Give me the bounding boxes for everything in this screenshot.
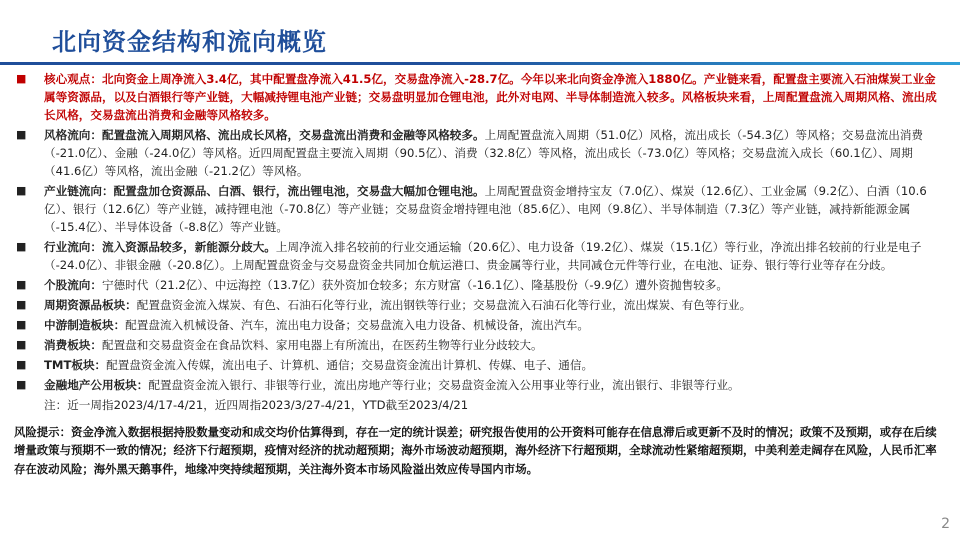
square-bullet-icon: ■ bbox=[16, 184, 27, 197]
item-text: 上周配置盘流入周期（51.0亿）风格，流出成长（-54.3亿）等风格；交易盘流出消费（-21.0亿）、金融（-24.0亿）等风格。近四周配置盘主要流入周期（90.5亿）、消费（32.8亿）等风格，流出成长（-73.0亿）等风格；交易盘流入成长（60.1亿）、周期（41.6亿）等风格，流出金融（-21.2亿）等风格。 bbox=[44, 128, 924, 178]
item-bold: 流入资源品较多，新能源分歧大。 bbox=[101, 240, 276, 254]
square-bullet-icon: ■ bbox=[16, 358, 27, 371]
item-label: 金融地产公用板块： bbox=[44, 378, 149, 392]
item-label: 个股流向： bbox=[44, 278, 102, 292]
list-item bbox=[14, 356, 942, 374]
item-label: TMT板块： bbox=[44, 358, 107, 372]
square-bullet-icon: ■ bbox=[16, 128, 27, 141]
item-label: 行业流向： bbox=[44, 240, 102, 254]
item-label: 周期资源品板块： bbox=[44, 298, 137, 312]
item-label: 产业链流向： bbox=[44, 184, 114, 198]
item-text: 配置盘和交易盘资金在食品饮料、家用电器上有所流出，在医药生物等行业分歧较大。 bbox=[101, 338, 543, 352]
item-text: 配置盘资金流入煤炭、有色、石油石化等行业，流出钢铁等行业；交易盘流入石油石化等行业，流出煤炭、有色等行业。 bbox=[136, 298, 752, 312]
item-bold: 配置盘加仓资源品、白酒、银行，流出锂电池，交易盘大幅加仓锂电池。 bbox=[113, 184, 485, 198]
page-number: 2 bbox=[941, 516, 950, 532]
title-underline bbox=[0, 62, 960, 65]
list-item bbox=[14, 296, 942, 314]
square-bullet-icon: ■ bbox=[16, 338, 27, 351]
risk-warning: 风险提示：资金净流入数据根据持股数量变动和成交均价估算得到，存在一定的统计误差；研究报告使用的公开资料可能存在信息滞后或更新不及时的情况；政策不及预期，或存在后续增量政策与预期不一致的情况；经济下行超预期，疫情对经济的扰动超预期；海外市场波动超预期，海外经济下行超预期，全球流动性紧缩超预期，中美利差走阔存在风险，人民币汇率存在波动风险；海外黑天鹅事件，地缘冲突持续超预期，关注海外资本市场风险溢出效应传导国内市场。 bbox=[14, 425, 937, 476]
square-bullet-icon: ■ bbox=[16, 318, 27, 331]
list-item bbox=[14, 276, 942, 294]
list-item bbox=[14, 238, 942, 274]
item-bold: 配置盘流入周期风格、流出成长风格，交易盘流出消费和金融等风格较多。 bbox=[101, 128, 485, 142]
list-item bbox=[14, 316, 942, 334]
item-label: 中游制造板块： bbox=[44, 318, 126, 332]
square-bullet-icon: ■ bbox=[16, 240, 27, 253]
item-text: 配置盘资金流入传媒，流出电子、计算机、通信；交易盘资金流出计算机、传媒、电子、通信。 bbox=[106, 358, 594, 372]
item-text: 北向资金上周净流入3.4亿，其中配置盘净流入41.5亿，交易盘净流入-28.7亿。今年以来北向资金净流入1880亿。产业链来看，配置盘主要流入石油煤炭工业金属等资源品，以及白酒银行等产业链，大幅减持锂电池产业链；交易盘明显加仓锂电池，此外对电网、半导体制造流入较多。风格板块来看，上周配置盘流入周期风格、流出成长风格，交易盘流出消费和金融等风格较多。 bbox=[44, 72, 937, 122]
item-label: 风格流向： bbox=[44, 128, 102, 142]
item-text: 上周配置盘资金增持宝友（7.0亿）、煤炭（12.6亿）、工业金属（9.2亿）、白酒（10.6亿）、银行（12.6亿）等产业链，减持锂电池（-70.8亿）等产业链；交易盘资金增持锂电池（85.6亿）、电网（9.8亿）、半导体制造（7.3亿）等产业链，减持新能源金属（-15.4亿）、半导体设备（-8.8亿）等产业链。 bbox=[44, 184, 927, 234]
list-item bbox=[14, 182, 942, 236]
square-bullet-icon: ■ bbox=[16, 378, 27, 391]
page-title: 北向资金结构和流向概览 bbox=[52, 28, 327, 56]
square-bullet-icon: ■ bbox=[16, 278, 27, 291]
list-item bbox=[14, 126, 942, 180]
list-item bbox=[14, 336, 942, 354]
item-text: 配置盘资金流入银行、非银等行业，流出房地产等行业；交易盘资金流入公用事业等行业，流出银行、非银等行业。 bbox=[148, 378, 740, 392]
date-note: 注：近一周指2023/4/17-4/21，近四周指2023/3/27-4/21，YTD截至2023/4/21 bbox=[44, 398, 469, 412]
item-text: 配置盘流入机械设备、汽车，流出电力设备；交易盘流入电力设备、机械设备，流出汽车。 bbox=[125, 318, 589, 332]
item-label: 核心观点： bbox=[44, 72, 102, 86]
item-text: 宁德时代（21.2亿）、中远海控（13.7亿）获外资加仓较多；东方财富（-16.1亿）、隆基股份（-9.9亿）遭外资抛售较多。 bbox=[101, 278, 728, 292]
content-list bbox=[14, 70, 942, 414]
square-bullet-icon: ■ bbox=[16, 298, 27, 311]
list-item bbox=[14, 376, 942, 394]
item-text: 上周净流入排名较前的行业交通运输（20.6亿）、电力设备（19.2亿）、煤炭（15.1亿）等行业，净流出排名较前的行业是电子（-24.0亿）、非银金融（-20.8亿）。上周配置盘资金与交易盘资金共同加仓航运港口、贵金属等行业，共同减仓元件等行业，在电池、证券、银行等行业等存在分歧。 bbox=[44, 240, 922, 272]
square-bullet-icon: ■ bbox=[16, 72, 27, 85]
item-label: 消费板块： bbox=[44, 338, 102, 352]
list-item bbox=[14, 70, 942, 124]
